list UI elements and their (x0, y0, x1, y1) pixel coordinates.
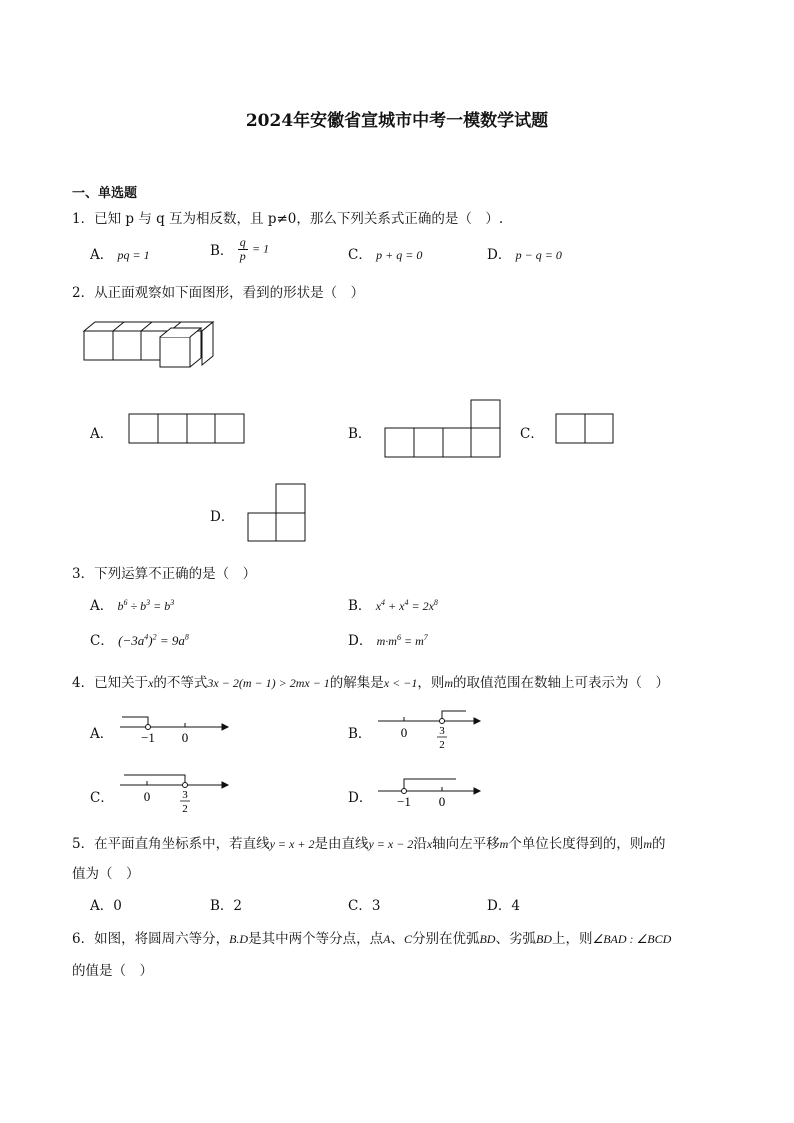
page-title: 2024年安徽省宣城市中考一模数学试题 (245, 111, 549, 131)
option-label: B． (210, 243, 234, 260)
q2-option-b-label[interactable]: B． (348, 426, 372, 442)
option-value: 0 (113, 898, 122, 914)
question-2-stem: 2．从正面观察如下面图形，看到的形状是（ ） (72, 285, 365, 301)
exponent: 6 (123, 598, 128, 607)
q4-option-b-numberline[interactable] (376, 706, 484, 752)
variable: x (426, 837, 433, 851)
point-names: B.D (229, 932, 249, 946)
option-label: D． (487, 247, 512, 263)
q2-option-c-label[interactable]: C． (520, 426, 544, 442)
stem-text: 轴向左平移 (432, 836, 500, 852)
stem-text: 的不等式 (153, 675, 208, 691)
variable: m (499, 837, 509, 851)
equation: y = x + 2 (269, 837, 315, 851)
denominator: p (239, 248, 246, 263)
base: x (375, 599, 382, 613)
q4-option-a-label[interactable]: A． (90, 726, 114, 742)
q3-option-a[interactable] (90, 594, 174, 614)
exponent: 7 (423, 633, 428, 642)
rhs: = b (150, 599, 171, 613)
operator: ÷ (127, 599, 141, 613)
operator: + (385, 599, 400, 613)
paren: ) (148, 633, 153, 648)
q1-option-b[interactable] (210, 236, 269, 262)
option-expr: p − q = 0 (515, 248, 562, 262)
tick-label: 3 (439, 725, 445, 737)
front-cube (160, 337, 190, 367)
option-rhs: = 1 (252, 241, 270, 256)
q5-option-d[interactable] (487, 894, 520, 914)
q2-option-c-figure[interactable] (555, 413, 615, 445)
stem-text: 个单位长度得到的，则 (508, 836, 644, 852)
arc-name: BD (479, 932, 496, 946)
exponent: 4 (381, 598, 386, 607)
point-name: C (403, 932, 412, 946)
question-1-stem: 1．已知 p 与 q 互为相反数，且 p≠0，那么下列关系式正确的是（ ）. (72, 211, 504, 227)
option-label: A． (90, 898, 114, 914)
option-label: C． (348, 898, 372, 914)
exponent: 8 (433, 598, 438, 607)
stem-text: 、劣弧 (495, 931, 536, 947)
option-value: 3 (371, 898, 381, 914)
q5-option-a[interactable] (90, 894, 122, 914)
question-6-stem-line1 (72, 927, 671, 947)
option-expr: pq = 1 (117, 248, 150, 262)
point-name: A (383, 932, 391, 946)
option-label: B． (210, 898, 234, 914)
stem-text: 6．如图，将圆周六等分， (72, 931, 230, 947)
fraction (238, 236, 248, 262)
question-4-stem (72, 671, 669, 691)
q3-option-d[interactable] (348, 629, 428, 649)
q5-option-c[interactable] (348, 894, 380, 914)
base: m·m (376, 634, 397, 648)
rhs: = 9a (156, 633, 185, 648)
option-label: A． (90, 598, 114, 614)
tick-label: 2 (439, 739, 445, 751)
stem-text: 的 (651, 836, 666, 852)
stem-text: 分别在优弧 (411, 931, 480, 947)
stem-text: 上，则 (551, 931, 593, 947)
q3-option-b[interactable] (348, 594, 438, 614)
exponent: 6 (396, 633, 401, 642)
q4-option-d-label[interactable]: D． (348, 790, 373, 806)
base: b (140, 599, 147, 613)
tick-label: 3 (182, 789, 188, 801)
cube-front (84, 331, 113, 360)
q2-option-a-figure[interactable] (128, 413, 246, 445)
question-3-stem: 3．下列运算不正确的是（ ） (72, 566, 257, 582)
q4-option-c-label[interactable]: C． (90, 790, 114, 806)
solution-set: x < −1 (383, 676, 418, 690)
option-label: B． (348, 598, 372, 614)
tick-label: −1 (141, 730, 155, 745)
tick-label: 0 (438, 794, 446, 809)
base: (−3a (118, 633, 145, 648)
rhs: = 2x (408, 599, 434, 613)
option-label: C． (90, 633, 114, 649)
exponent: 3 (170, 598, 175, 607)
exponent: 4 (144, 632, 149, 642)
stem-text: 是由直线 (314, 836, 369, 852)
q1-option-d[interactable] (487, 243, 562, 263)
base: x (399, 599, 405, 613)
question-6-stem-line2: 的值是（ ） (72, 963, 153, 979)
rhs: = m (400, 634, 424, 648)
q4-option-c-numberline[interactable] (118, 768, 230, 814)
question-5-stem-line1 (72, 832, 665, 852)
variable: x (148, 676, 154, 690)
option-value: 4 (511, 898, 520, 914)
q2-option-d-label[interactable]: D． (210, 509, 235, 525)
angle-ratio: ∠BAD : ∠BCD (592, 932, 672, 946)
q2-option-b-figure[interactable] (384, 399, 502, 459)
exponent: 4 (404, 598, 409, 607)
q4-option-a-numberline[interactable] (118, 708, 230, 748)
tick-label: 2 (182, 803, 188, 814)
option-label: A． (90, 247, 114, 263)
q4-option-d-numberline[interactable] (376, 772, 484, 812)
cube-front (113, 331, 141, 360)
numerator: q (239, 235, 246, 249)
stem-text: 的解集是 (329, 675, 384, 691)
arc-name: BD (535, 932, 552, 946)
q1-option-c[interactable] (348, 243, 422, 263)
stem-text: 、 (390, 931, 404, 947)
section-heading: 一、单选题 (72, 186, 138, 201)
stem-text: ，则 (417, 675, 445, 691)
variable: m (444, 676, 453, 690)
exponent: 8 (184, 632, 189, 642)
q2-option-d-figure[interactable] (247, 483, 307, 543)
tick-label: 0 (400, 725, 408, 740)
q2-solid-figure (76, 320, 216, 372)
q1-option-a[interactable] (90, 243, 150, 263)
option-expr: p + q = 0 (376, 248, 423, 262)
q3-option-c[interactable] (90, 629, 189, 649)
tick-label: 0 (181, 730, 189, 745)
variable: m (643, 837, 652, 851)
option-label: C． (348, 247, 372, 263)
base: b (117, 599, 124, 613)
q4-option-b-label[interactable]: B． (348, 726, 372, 742)
question-5-stem-line2: 值为（ ） (72, 866, 140, 882)
stem-text: 4．已知关于 (72, 675, 149, 691)
stem-text: 沿 (413, 836, 427, 852)
stem-text: 是其中两个等分点，点 (248, 931, 384, 947)
stem-text: 5．在平面直角坐标系中，若直线 (72, 836, 270, 852)
q2-option-a-label[interactable]: A． (90, 426, 114, 442)
tick-label: 0 (143, 789, 151, 804)
exponent: 3 (146, 598, 151, 607)
option-label: D． (348, 633, 373, 649)
option-value: 2 (233, 898, 243, 914)
stem-text: 的取值范围在数轴上可表示为（ ） (453, 675, 669, 691)
inequality: 3x − 2(m − 1) > 2mx − 1 (207, 676, 330, 690)
tick-label: −1 (397, 794, 411, 809)
exponent: 2 (152, 632, 157, 642)
equation: y = x − 2 (368, 837, 414, 851)
q5-option-b[interactable] (210, 894, 242, 914)
option-label: D． (487, 898, 512, 914)
